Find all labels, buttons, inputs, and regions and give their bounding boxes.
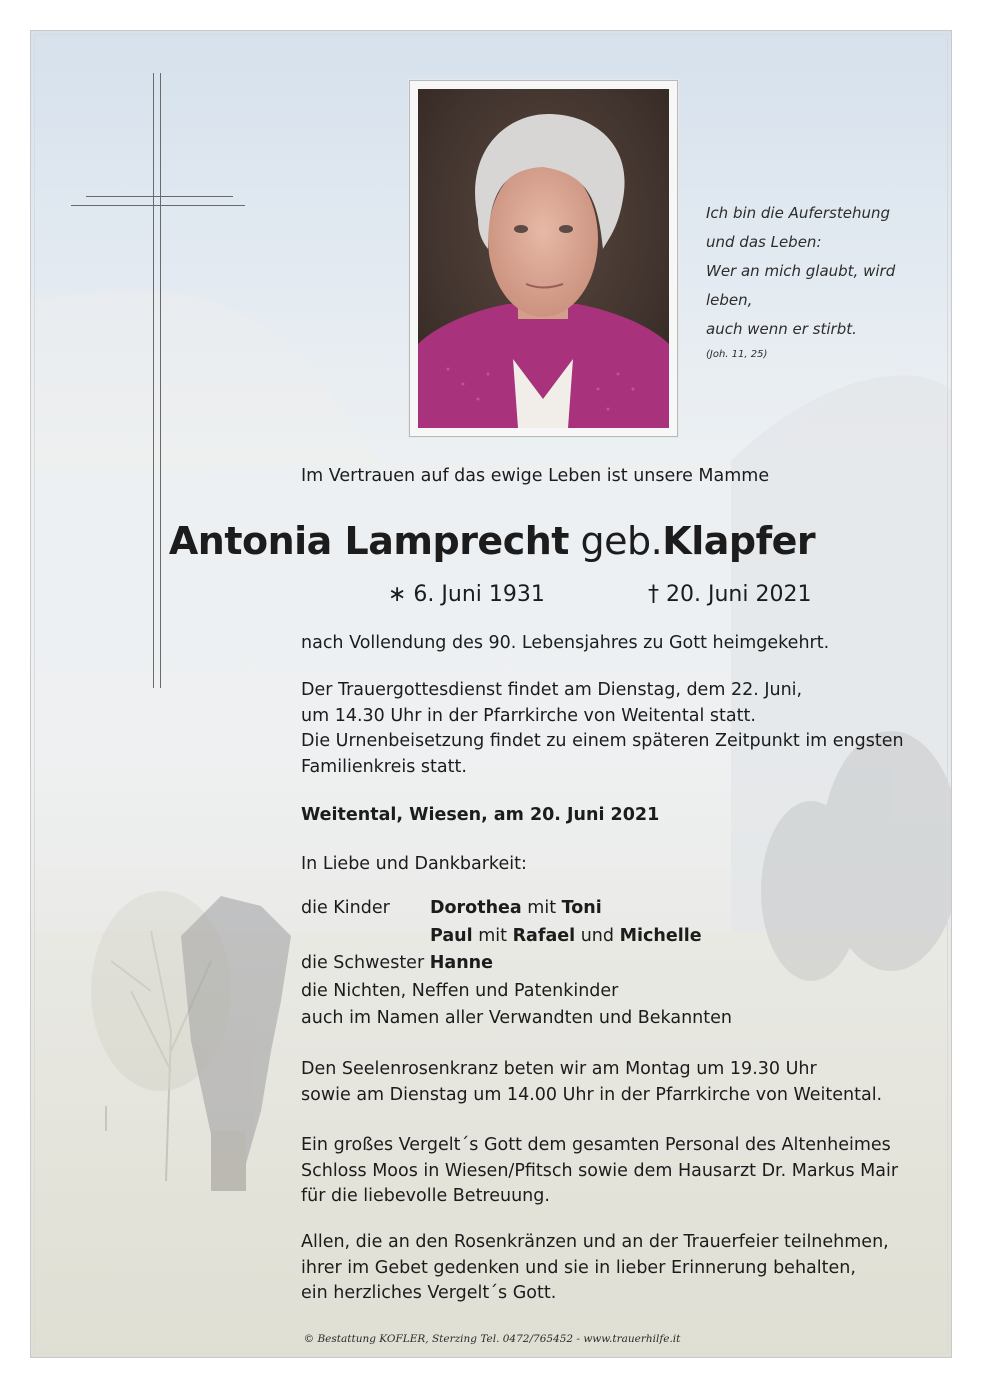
- rosary-line: Den Seelenrosenkranz beten wir am Montag um 19.30 Uhr: [301, 1059, 817, 1079]
- quote-reference: (Joh. 11, 25): [706, 349, 768, 360]
- thanks-line: Allen, die an den Rosenkränzen und an der Trauerfeier teilnehmen,: [301, 1232, 889, 1252]
- service-info: [301, 678, 904, 780]
- family-row-others: auch im Namen aller Verwandten und Bekannten: [301, 1008, 732, 1028]
- rosary-info: [301, 1057, 882, 1108]
- quote-line: und das Leben:: [706, 233, 822, 251]
- thanks-staff: [301, 1133, 898, 1210]
- family-row-relatives: die Nichten, Neffen und Patenkinder: [301, 980, 619, 1001]
- family-row-children: [301, 895, 732, 923]
- quote-line: Wer an mich glaubt, wird leben,: [706, 262, 896, 309]
- rosary-line: sowie am Dienstag um 14.00 Uhr in der Pfarrkirche von Weitental.: [301, 1084, 883, 1105]
- intro-text: Im Vertrauen auf das ewige Leben ist unsere Mamme: [301, 466, 770, 486]
- birth-date: ∗ 6. Juni 1931: [388, 582, 545, 607]
- thanks-line: für die liebevolle Betreuung.: [301, 1186, 550, 1206]
- service-line: Familienkreis statt.: [301, 756, 467, 777]
- children-label: die Kinder: [301, 898, 390, 918]
- obituary-card: [30, 30, 952, 1358]
- thanks-line: Ein großes Vergelt´s Gott dem gesamten Personal des Altenheimes: [301, 1135, 891, 1155]
- thanks-line: ihrer im Gebet gedenken und sie in lieber Erinnerung behalten,: [301, 1257, 856, 1278]
- death-date: † 20. Juni 2021: [648, 582, 812, 607]
- thanks-line: Schloss Moos in Wiesen/Pfitsch sowie dem Hausarzt Dr. Markus Mair: [301, 1160, 899, 1181]
- place-date: Weitental, Wiesen, am 20. Juni 2021: [301, 805, 660, 825]
- nee-label: geb.: [580, 519, 663, 563]
- maiden-name: Klapfer: [662, 519, 816, 563]
- age-text: nach Vollendung des 90. Lebensjahres zu Gott heimgekehrt.: [301, 633, 830, 653]
- footer-credit: © Bestattung KOFLER, Sterzing Tel. 0472/765452 - www.trauerhilfe.it: [303, 1333, 681, 1345]
- quote-line: Ich bin die Auferstehung: [706, 204, 891, 222]
- bible-quote: [706, 199, 926, 366]
- family-list: [301, 895, 732, 1033]
- thanks-line: ein herzliches Vergelt´s Gott.: [301, 1283, 557, 1303]
- family-row-sister: die Schwester Hanne: [301, 953, 493, 973]
- service-line: Die Urnenbeisetzung findet zu einem späteren Zeitpunkt im engsten: [301, 731, 904, 751]
- gratitude-intro: In Liebe und Dankbarkeit:: [301, 854, 527, 874]
- full-name: Antonia Lamprecht: [168, 519, 569, 563]
- child2: Paul mit Rafael und Michelle: [430, 925, 702, 946]
- family-row-child2: [301, 923, 732, 951]
- quote-line: auch wenn er stirbt.: [706, 320, 857, 338]
- portrait-photo: [418, 89, 669, 428]
- thanks-attendees: [301, 1230, 889, 1307]
- portrait-frame: [409, 80, 678, 437]
- service-line: um 14.30 Uhr in der Pfarrkirche von Weitental statt.: [301, 705, 756, 726]
- child1: Dorothea mit Toni: [430, 898, 602, 918]
- service-line: Der Trauergottesdienst findet am Dienstag, dem 22. Juni,: [301, 680, 803, 700]
- deceased-name: [31, 519, 952, 563]
